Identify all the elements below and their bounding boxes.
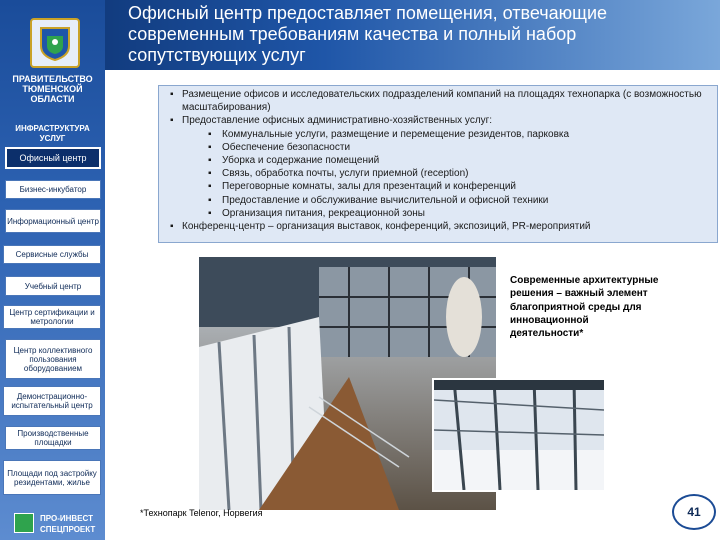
list-item: ▪ Предоставление офисных административно-хозяйственных услуг: [170,114,715,127]
sub-list-item: ▪ Организация питания, рекреационной зоны [170,207,715,220]
nav-item-building-plots[interactable]: Площади под застройку резидентами, жилье [3,460,101,495]
nav-item-training-center[interactable]: Учебный центр [5,276,101,296]
nav-item-service-units[interactable]: Сервисные службы [3,245,101,264]
nav-item-demo-test-center[interactable]: Демонстрационно-испытательный центр [3,386,101,416]
sub-list-item: ▪ Обеспечение безопасности [170,141,715,154]
sub-list-item: ▪ Переговорные комнаты, залы для презентаций и конференций [170,180,715,193]
sub-list-item: ▪ Предоставление и обслуживание вычислительной и офисной техники [170,194,715,207]
company-logo [14,511,98,537]
photo-credit: *Технопарк Telenor, Норвегия [140,508,263,518]
logo-text: ПРО-ИНВЕСТ СПЕЦПРОЕКТ [40,514,96,534]
photo-caption: Современные архитектурные решения – важный элемент благоприятной среды для инновационной деятельности* [510,275,659,340]
nav-item-information-center[interactable]: Информационный центр [5,209,101,233]
nav-item-production-sites[interactable]: Производственные площадки [5,426,101,450]
sub-list-item: ▪ Коммунальные услуги, размещение и перемещение резидентов, парковка [170,128,715,141]
nav-item-business-incubator[interactable]: Бизнес-инкубатор [5,180,101,199]
list-item: ▪ Размещение офисов и исследовательских подразделений компаний на площадях технопарка (с возможностью масштабирования) [170,88,715,114]
government-label: ПРАВИТЕЛЬСТВО ТЮМЕНСКОЙ ОБЛАСТИ [12,74,93,104]
nav-item-office-center[interactable]: Офисный центр [5,147,101,169]
section-label: ИНФРАСТРУКТУРА УСЛУГ [15,124,90,143]
sub-list-item: ▪ Связь, обработка почты, услуги приемной (reception) [170,167,715,180]
coat-of-arms-icon [30,18,80,68]
nav-item-certification-center[interactable]: Центр сертификации и метрологии [3,305,101,329]
nav-item-shared-equipment-center[interactable]: Центр коллективного пользования оборудованием [5,339,101,379]
sub-list-item: ▪ Уборка и содержание помещений [170,154,715,167]
list-item: ▪ Конференц-центр – организация выставок, конференций, экспозиций, PR-мероприятий [170,220,715,233]
services-list [170,88,715,233]
page-number: 41 [672,494,716,530]
logo-icon [14,513,34,533]
glass-hall-photo [432,378,606,492]
page-title: Офисный центр предоставляет помещения, отвечающие современным требованиям качества и полный набор сопутствующих услуг [128,3,608,65]
